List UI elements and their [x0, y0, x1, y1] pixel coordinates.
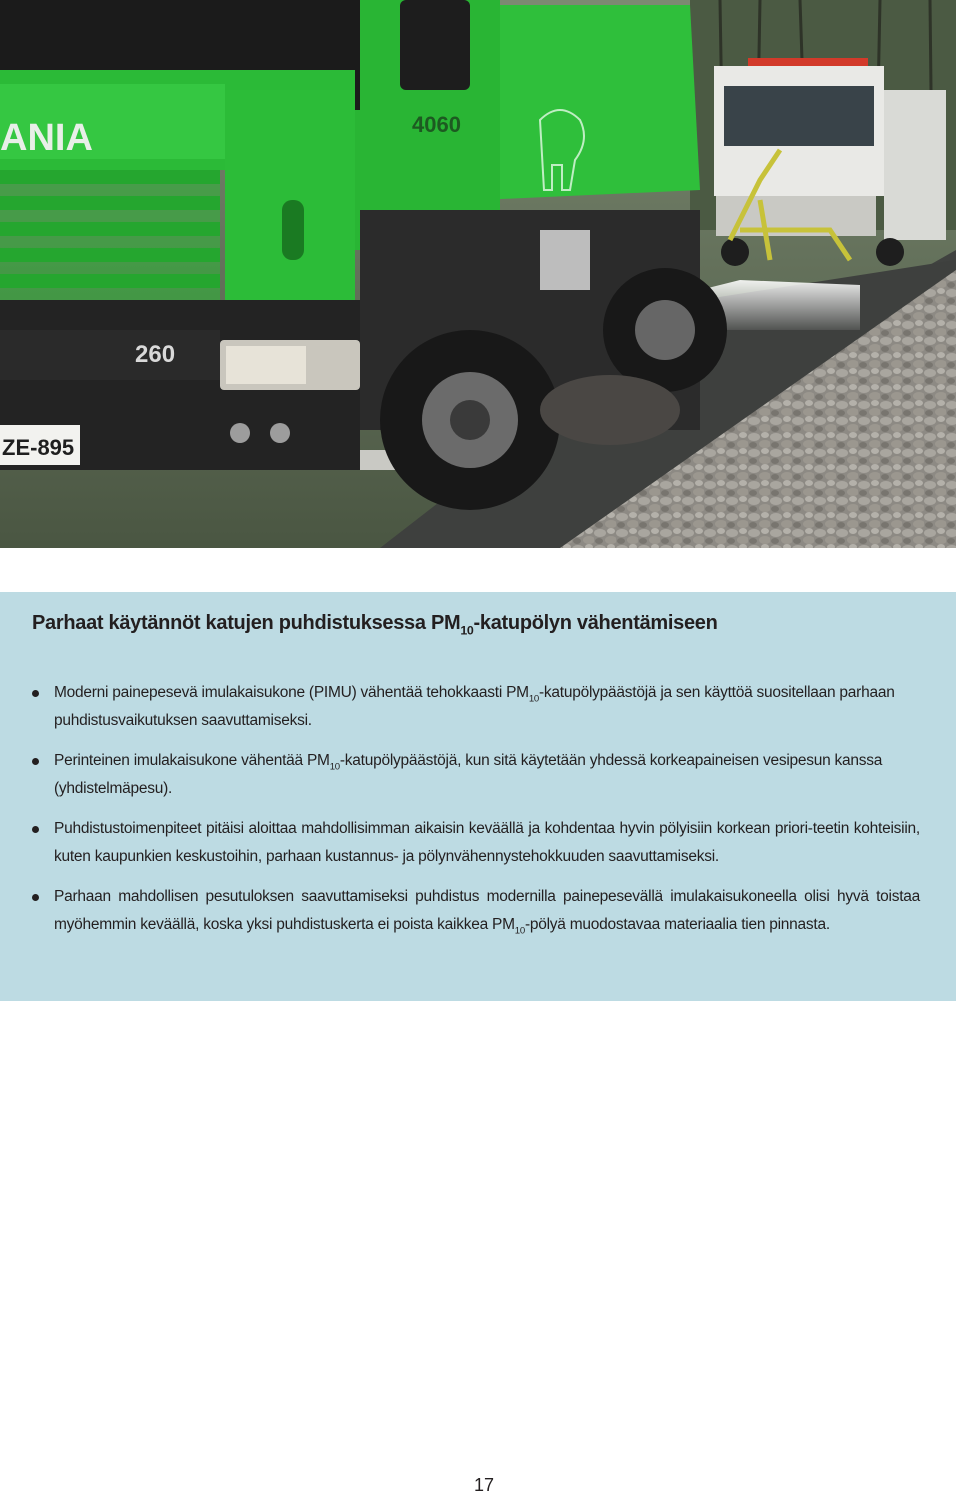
bullet-icon [32, 690, 39, 697]
list-item-text [54, 888, 920, 937]
bullet-icon [32, 894, 39, 901]
list-item-text-part: Moderni painepesevä imulakaisukone (PIMU) vähentää tehokkaasti PM [54, 684, 529, 701]
list-item-text [54, 684, 895, 729]
list-item [32, 815, 920, 871]
list-item [32, 747, 920, 803]
list-item-text [54, 820, 920, 865]
list-item-text-part: -katupölypäästöjä ja sen käyttöä suositellaan parhaan puhdistusvaikutuksen saavuttamiseksi. [54, 684, 895, 729]
truck-brand-text: ANIA [0, 117, 93, 159]
street-sweeper-photo [0, 0, 956, 548]
list-item [32, 883, 920, 939]
list-item-text-part: Perinteinen imulakaisukone vähentää PM [54, 752, 330, 769]
truck-number-text: 4060 [412, 112, 461, 137]
truck-model-text: 260 [135, 341, 176, 368]
page-number: 17 [473, 1475, 495, 1495]
list-item-subscript: 10 [329, 761, 340, 773]
list-item-subscript: 10 [514, 925, 525, 937]
best-practices-list [32, 679, 920, 951]
best-practices-title [32, 612, 718, 638]
list-item-subscript: 10 [528, 693, 540, 705]
title-text: Parhaat käytännöt katujen puhdistuksessa PM [32, 612, 461, 634]
bullet-icon [32, 758, 39, 765]
list-item-text-part: -pölyä muodostavaa materiaalia tien pinnasta. [524, 916, 830, 933]
list-item-text-part: Parhaan mahdollisen pesutuloksen saavuttamiseksi puhdistus modernilla painepesevällä imulakaisukoneella olisi hyvä toistaa myöhemmin keväällä, koska yksi puhdistuskerta ei poista kaikkea PM [54, 888, 920, 933]
license-plate-text: ZE-895 [2, 435, 75, 460]
bullet-icon [32, 826, 39, 833]
title-text-suffix: -katupölyn vähentämiseen [473, 612, 718, 634]
list-item-text [54, 752, 882, 797]
list-item [32, 679, 920, 735]
list-item-text-part: -katupölypäästöjä, kun sitä käytetään yhdessä korkeapaineisen vesipesun kanssa (yhdistelmäpesu). [54, 752, 883, 797]
title-subscript: 10 [460, 623, 474, 638]
list-item-text-part: Puhdistustoimenpiteet pitäisi aloittaa mahdollisimman aikaisin keväällä ja kohdentaa hyvin pölyisiin korkean priori-teetin kohteisiin, kuten kaupunkien keskustoihin, parhaan kustannus- ja pölynvähennystehokkuuden saavuttamiseksi. [54, 820, 920, 865]
best-practices-box [0, 592, 956, 1001]
